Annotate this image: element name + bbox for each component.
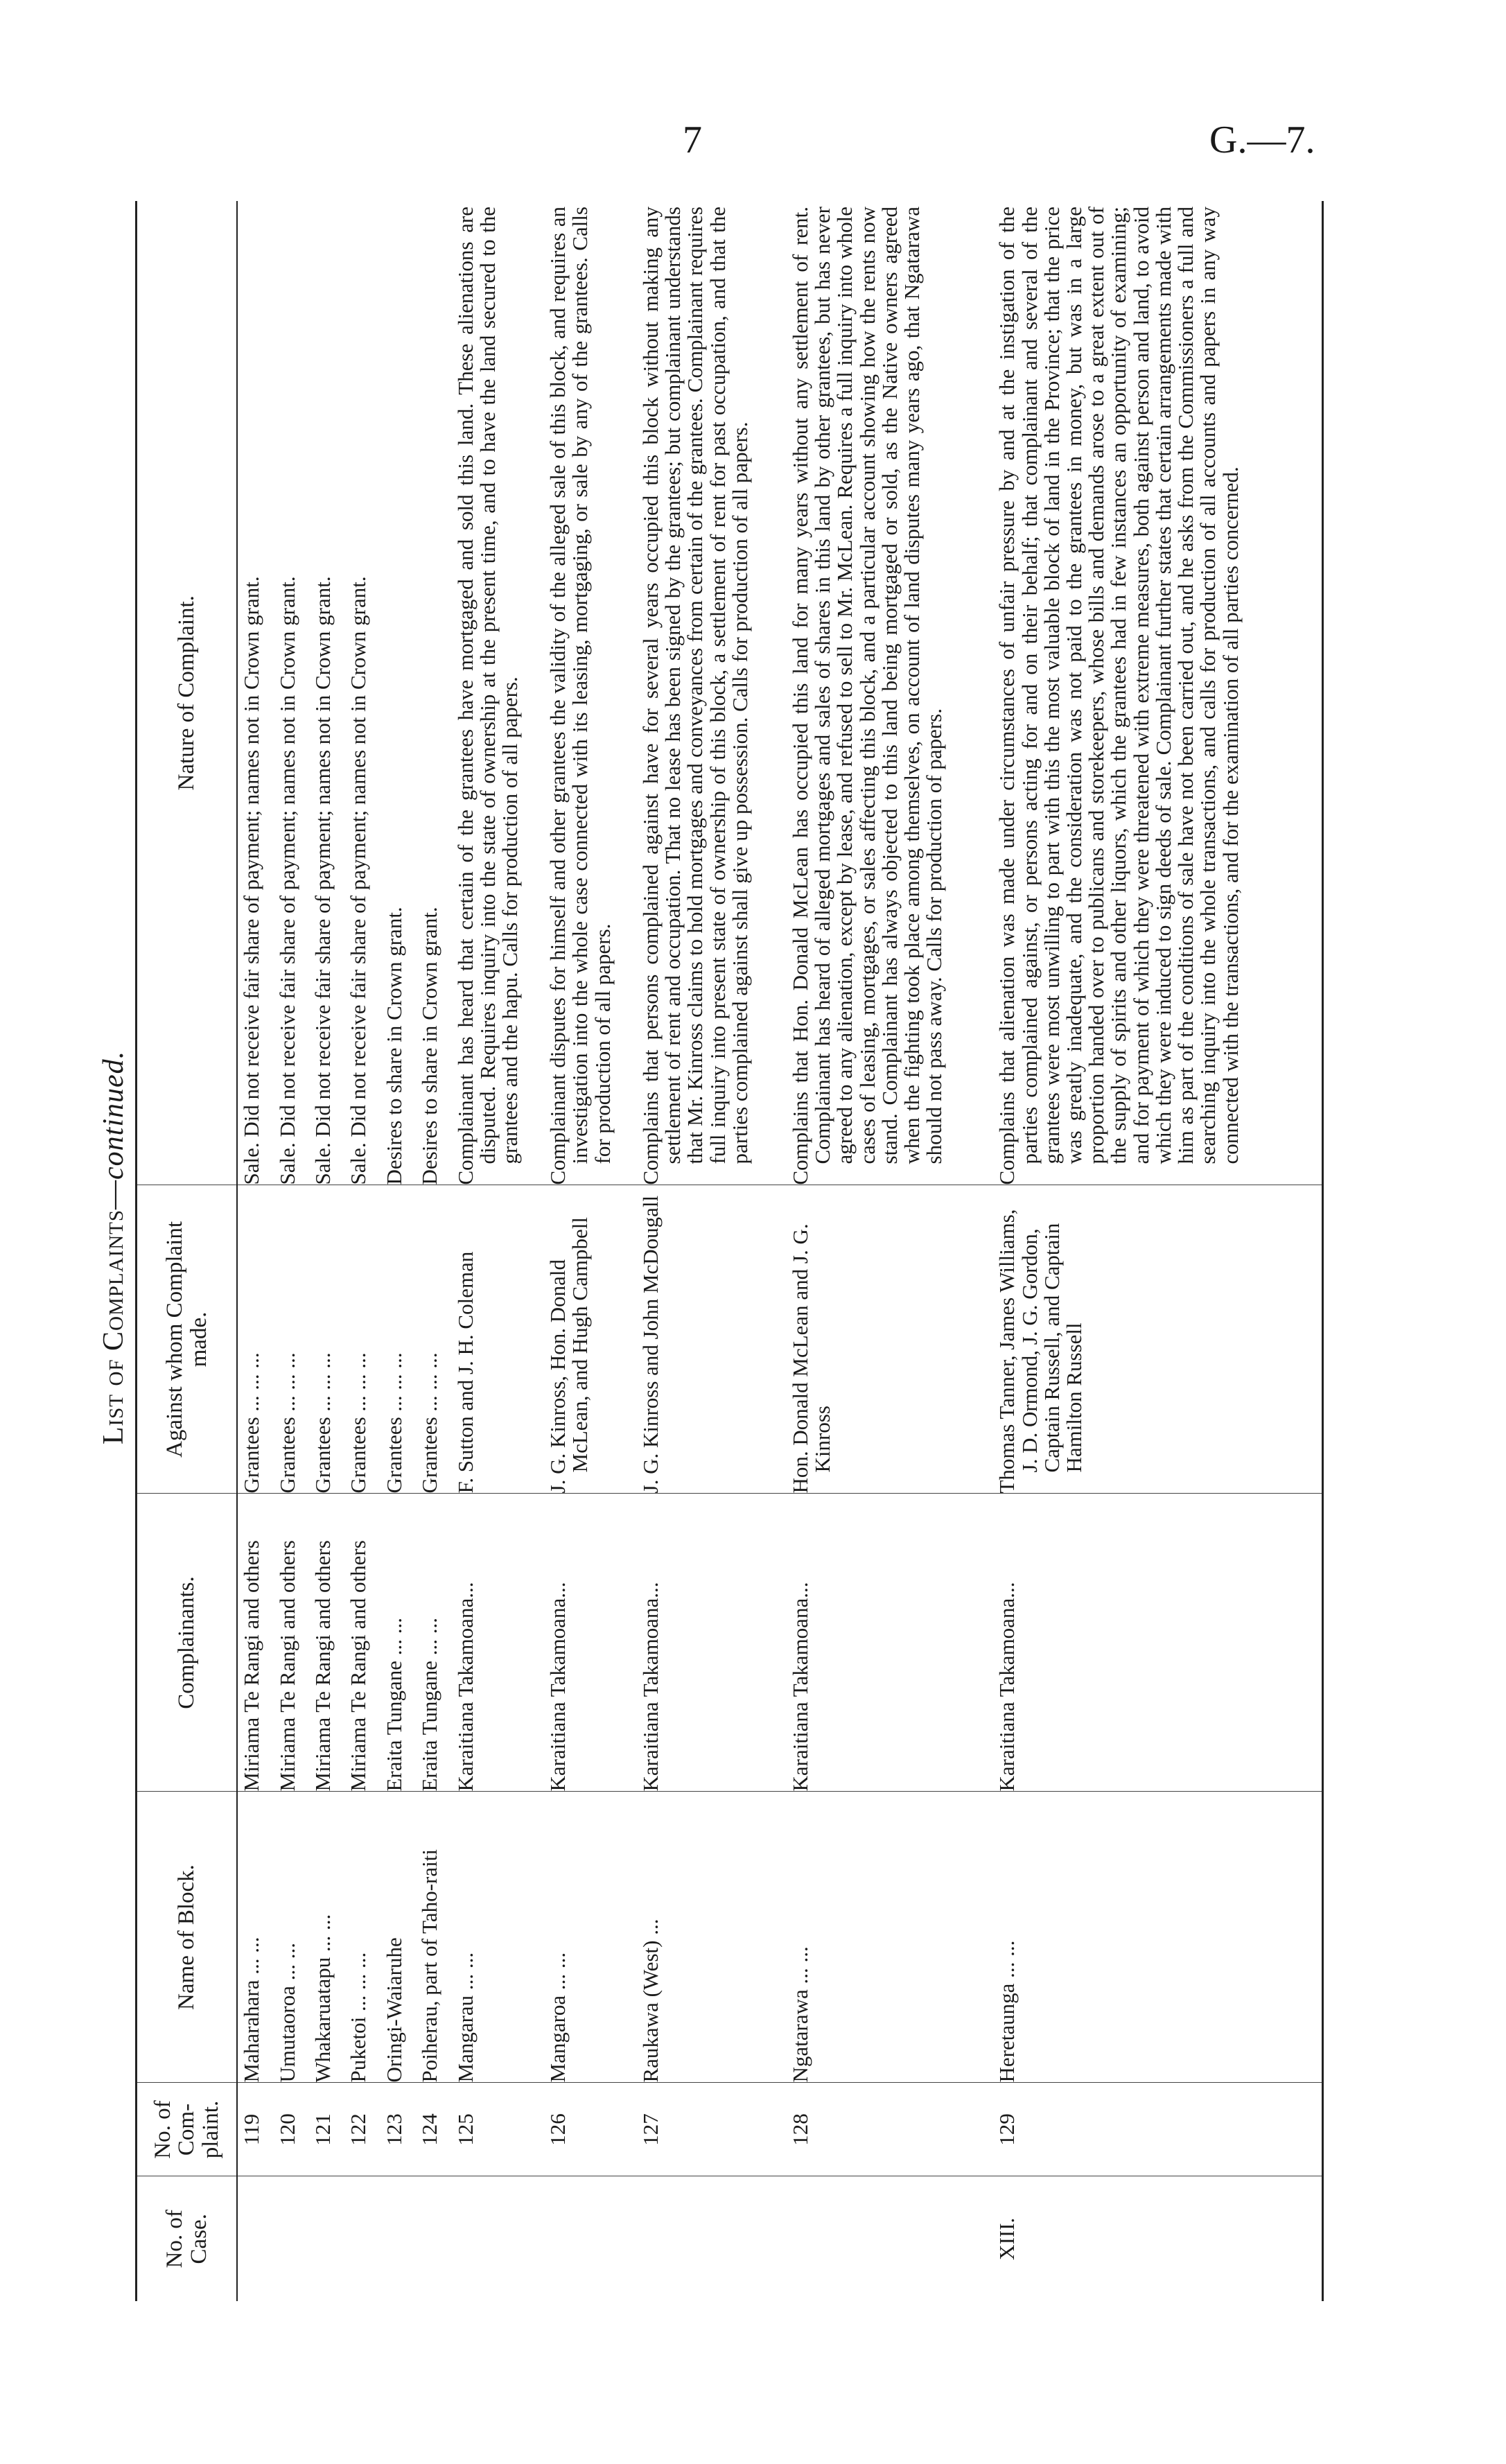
table-row <box>274 201 309 2301</box>
cell-nature: Complains that alienation was made under circumstances of unfair pressure by and at the instigation of the parties complained against, or persons acting for and on their behalf; that complainant and several of the grantees were most unwilling to part with this the most valuable block of land in the Province; that the price was greatly inadequate, and the consideration was not paid to the grantees in money, but was in a large proportion handed over to publicans and storekeepers, whose bills and demands arose to a great extent out of the supply of spirits and other liquors, which the grantees had in few instances an opportunity of examining; and for payment of which they were threatened with extreme measures, both against person and land, to avoid which they were induced to sign deeds of sale. Complainant further states that certain arrangements made with him as part of the conditions of sale have not been carried out, and he asks from the Commissioners a full and searching inquiry into the whole transactions, and calls for production of all accounts and papers in any way connected with the transactions, and for the examination of all parties concerned. <box>993 201 1314 1185</box>
col-header-against: Against whom Complaint made. <box>137 1185 238 1494</box>
cell-complainants: Miriama Te Rangi and others <box>309 1494 344 1792</box>
table-row <box>309 201 344 2301</box>
title-separator: — <box>98 1179 130 1209</box>
cell-complainants: Miriama Te Rangi and others <box>344 1494 380 1792</box>
cell-case <box>544 2176 637 2301</box>
cell-complaint-no: 120 <box>274 2083 309 2176</box>
table-body <box>237 201 1323 2301</box>
cell-complaint-no: 122 <box>344 2083 380 2176</box>
cell-block: Poiherau, part of Taho-raiti <box>416 1792 451 2083</box>
cell-complaint-no: 129 <box>993 2083 1314 2176</box>
cell-nature: Sale. Did not receive fair share of payment; names not in Crown grant. <box>274 201 309 1185</box>
cell-complaint-no: 127 <box>637 2083 787 2176</box>
table-row <box>380 201 416 2301</box>
cell-against: Hon. Donald McLean and J. G. Kinross <box>787 1185 993 1494</box>
cell-complainants: Eraita Tungane ... ... <box>416 1494 451 1792</box>
cell-against: Grantees ... ... ... <box>274 1185 309 1494</box>
spacer-cell <box>1314 1494 1322 1792</box>
complaints-table <box>135 201 1324 2301</box>
col-header-complaint-no: No. of Com-plaint. <box>137 2083 238 2176</box>
cell-nature: Desires to share in Crown grant. <box>380 201 416 1185</box>
cell-complaint-no: 128 <box>787 2083 993 2176</box>
cell-case: XIII. <box>995 2217 1019 2260</box>
cell-against: Grantees ... ... ... <box>344 1185 380 1494</box>
cell-case <box>452 2176 545 2301</box>
col-header-complainants: Complainants. <box>137 1494 238 1792</box>
cell-against: F. Sutton and J. H. Coleman <box>452 1185 545 1494</box>
table-row <box>344 201 380 2301</box>
cell-against: J. G. Kinross, Hon. Donald McLean, and Hugh Campbell <box>544 1185 637 1494</box>
table-row <box>416 201 451 2301</box>
cell-block: Mangarau ... ... <box>452 1792 545 2083</box>
spacer-cell <box>1314 2176 1322 2301</box>
cell-complaint-no: 126 <box>544 2083 637 2176</box>
title-main: List of Complaints <box>98 1209 130 1445</box>
cell-against: Grantees ... ... ... <box>309 1185 344 1494</box>
cell-against: Grantees ... ... ... <box>237 1185 274 1494</box>
cell-block: Oringi-Waiaruhe <box>380 1792 416 2083</box>
spacer-cell <box>1314 1185 1322 1494</box>
cell-nature: Complains that persons complained against have for several years occupied this block without making any settlement of rent and occupation. That no lease has been signed by the grantees; but complainant understands that Mr. Kinross claims to hold mortgages and conveyances from certain of the grantees. Complainant requires full inquiry into present state of ownership of this block, a settlement of rent for past occupation, and that the parties complained against shall give up possession. Calls for production of all papers. <box>637 201 787 1185</box>
cell-nature: Sale. Did not receive fair share of payment; names not in Crown grant. <box>344 201 380 1185</box>
table-row <box>993 201 1314 2301</box>
cell-complaint-no: 121 <box>309 2083 344 2176</box>
cell-nature: Desires to share in Crown grant. <box>416 201 451 1185</box>
title-continued: continued. <box>98 1050 130 1180</box>
document-code: G.—7. <box>1209 119 1315 161</box>
spacer-cell <box>1314 2083 1322 2176</box>
cell-complaint-no: 125 <box>452 2083 545 2176</box>
cell-complaint-no: 119 <box>237 2083 274 2176</box>
table-row <box>787 201 993 2301</box>
table-row <box>452 201 545 2301</box>
cell-block: Mangaroa ... ... <box>544 1792 637 2083</box>
cell-case <box>416 2176 451 2301</box>
cell-complainants: Karaitiana Takamoana... <box>993 1494 1314 1792</box>
col-header-nature: Nature of Complaint. <box>137 201 238 1185</box>
cell-block: Raukawa (West) ... <box>637 1792 787 2083</box>
cell-block: Umutaoroa ... ... <box>274 1792 309 2083</box>
cell-nature: Complains that Hon. Donald McLean has occupied this land for many years without any settlement of rent. Complainant has heard of alleged mortgages and sales of shares in this land by other grantees, but has never agreed to any alienation, except by lease, and refused to sell to Mr. McLean. Requires a full inquiry into whole cases of leasing, mortgages, or sales affecting this block, and a particular account showing how the rents now stand. Complainant has always objected to this land being mortgaged or sold, as the Native owners agreed when the fighting took place among themselves, on account of land disputes many years ago, that Ngatarawa should not pass away. Calls for production of papers. <box>787 201 993 1185</box>
cell-case <box>274 2176 309 2301</box>
cell-against: Grantees ... ... ... <box>416 1185 451 1494</box>
table-header-row <box>137 201 238 2301</box>
cell-case <box>309 2176 344 2301</box>
cell-case <box>380 2176 416 2301</box>
cell-case <box>237 2176 274 2301</box>
cell-against: J. G. Kinross and John McDougall <box>637 1185 787 1494</box>
cell-case <box>344 2176 380 2301</box>
cell-complainants: Karaitiana Takamoana... <box>452 1494 545 1792</box>
cell-nature: Complainant disputes for himself and other grantees the validity of the alleged sale of this block, and requires an investigation into the whole case connected with its leasing, mortgaging, or sale by any of the grantees. Calls for production of all papers. <box>544 201 637 1185</box>
cell-block: Puketoi ... ... ... <box>344 1792 380 2083</box>
table-spacer-row <box>1314 201 1322 2301</box>
cell-block: Whakaruatapu ... ... <box>309 1792 344 2083</box>
cell-nature: Complainant has heard that certain of the grantees have mortgaged and sold this land. These alienations are disputed. Requires inquiry into the state of ownership at the present time, and to have the land secured to the grantees and the hapu. Calls for production of all papers. <box>452 201 545 1185</box>
cell-against: Thomas Tanner, James Williams, J. D. Ormond, J. G. Gordon, Captain Russell, and Captain Hamilton Russell <box>993 1185 1314 1494</box>
col-header-case: No. of Case. <box>137 2176 238 2301</box>
cell-complaint-no: 123 <box>380 2083 416 2176</box>
table-row <box>237 201 274 2301</box>
table-row <box>637 201 787 2301</box>
spacer-cell <box>1314 201 1322 1185</box>
cell-block: Heretaunga ... ... <box>993 1792 1314 2083</box>
col-header-block: Name of Block. <box>137 1792 238 2083</box>
cell-complainants: Karaitiana Takamoana... <box>544 1494 637 1792</box>
cell-against: Grantees ... ... ... <box>380 1185 416 1494</box>
complaints-table-rotated <box>135 201 1324 2301</box>
cell-complainants: Eraita Tungane ... ... <box>380 1494 416 1792</box>
cell-block: Ngatarawa ... ... <box>787 1792 993 2083</box>
cell-nature: Sale. Did not receive fair share of payment; names not in Crown grant. <box>309 201 344 1185</box>
spacer-cell <box>1314 1792 1322 2083</box>
cell-case <box>637 2176 787 2301</box>
cell-complainants: Karaitiana Takamoana... <box>787 1494 993 1792</box>
cell-complainants: Miriama Te Rangi and others <box>274 1494 309 1792</box>
cell-complaint-no: 124 <box>416 2083 451 2176</box>
cell-case <box>787 2176 993 2301</box>
cell-complainants: Karaitiana Takamoana... <box>637 1494 787 1792</box>
cell-block: Maharahara ... ... <box>237 1792 274 2083</box>
page-number: 7 <box>683 119 702 161</box>
cell-complainants: Miriama Te Rangi and others <box>237 1494 274 1792</box>
table-row <box>544 201 637 2301</box>
cell-nature: Sale. Did not receive fair share of payment; names not in Crown grant. <box>237 201 274 1185</box>
